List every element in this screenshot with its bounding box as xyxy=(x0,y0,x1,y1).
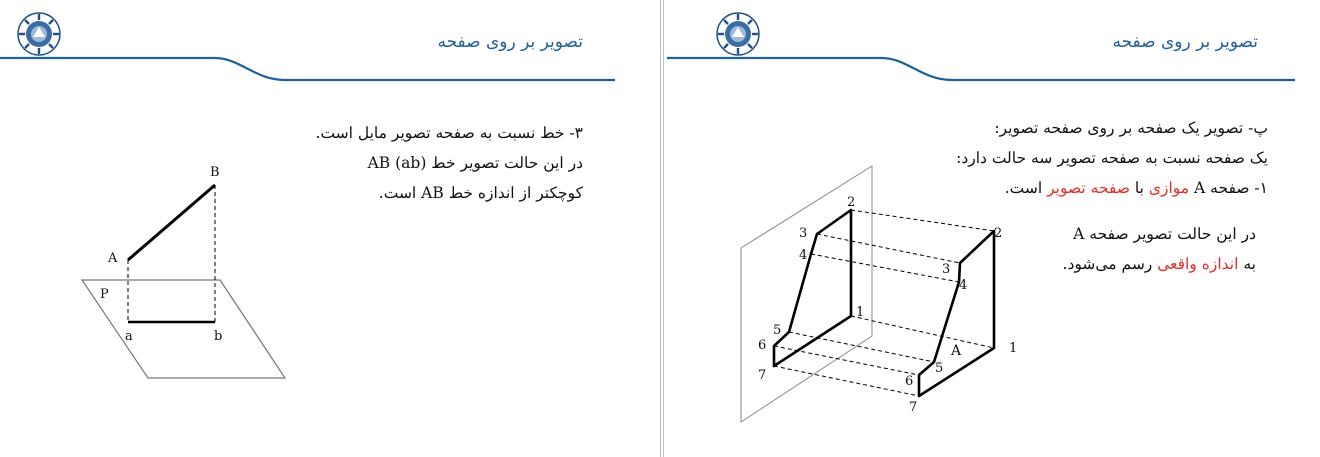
left-body-text xyxy=(316,118,583,208)
emphasis-projection-plane: صفحه تصویر xyxy=(1047,179,1130,197)
slide-right xyxy=(667,0,1320,457)
label-b-lower: b xyxy=(214,329,223,344)
text-fragment: ۱- صفحه A xyxy=(1189,179,1268,197)
label-b-upper: B xyxy=(210,165,220,180)
label-7-plane: 7 xyxy=(909,400,918,415)
label-a-upper: A xyxy=(108,251,118,266)
plane-a-shape xyxy=(919,231,994,396)
text-fragment: به xyxy=(1238,255,1256,273)
slide-title: تصویر بر روی صفحه xyxy=(437,32,583,52)
emphasis-parallel: موازی xyxy=(1148,179,1190,197)
label-p: P xyxy=(100,287,109,302)
inclined-line-figure xyxy=(70,150,310,390)
label-5-projected: 5 xyxy=(773,323,782,338)
label-2-plane: 2 xyxy=(994,226,1003,241)
text-fragment: رسم می‌شود. xyxy=(1062,255,1158,273)
label-1-projected: 1 xyxy=(856,305,865,320)
text-line: ۳- خط نسبت به صفحه تصویر مایل است. xyxy=(315,124,583,142)
label-plane-a: A xyxy=(951,343,962,359)
label-6-plane: 6 xyxy=(905,374,914,389)
slide-title: تصویر بر روی صفحه xyxy=(1112,32,1258,52)
line-ab xyxy=(128,185,215,260)
text-line xyxy=(1063,249,1256,279)
text-fragment: است. xyxy=(1004,179,1048,197)
slide-left xyxy=(0,0,657,457)
right-body-text-bottom xyxy=(1063,219,1256,279)
label-2-projected: 2 xyxy=(847,195,856,210)
label-4-plane: 4 xyxy=(959,278,968,293)
parallel-plane-figure xyxy=(729,160,1029,430)
text-line: پ- تصویر یک صفحه بر روی صفحه تصویر: xyxy=(994,119,1268,137)
text-line: در این حالت تصویر صفحه A xyxy=(1073,225,1256,243)
label-a-lower: a xyxy=(125,329,133,344)
projection-plane-p xyxy=(82,280,285,378)
label-6-projected: 6 xyxy=(758,338,767,353)
university-logo-icon xyxy=(716,12,760,56)
label-3-projected: 3 xyxy=(799,226,808,241)
university-logo-icon xyxy=(17,12,61,56)
text-line: در این حالت تصویر خط AB (ab) xyxy=(367,154,583,172)
label-7-projected: 7 xyxy=(758,368,767,383)
slide-divider xyxy=(657,0,667,457)
label-3-plane: 3 xyxy=(942,262,951,277)
text-line: یک صفحه نسبت به صفحه تصویر سه حالت دارد: xyxy=(956,149,1268,167)
label-1-plane: 1 xyxy=(1009,341,1018,356)
label-5-plane: 5 xyxy=(935,361,944,376)
emphasis-true-size: اندازه واقعی xyxy=(1157,255,1239,273)
text-line: کوچکتر از اندازه خط AB است. xyxy=(378,184,583,202)
label-4-projected: 4 xyxy=(799,248,808,263)
text-fragment: با xyxy=(1129,179,1149,197)
